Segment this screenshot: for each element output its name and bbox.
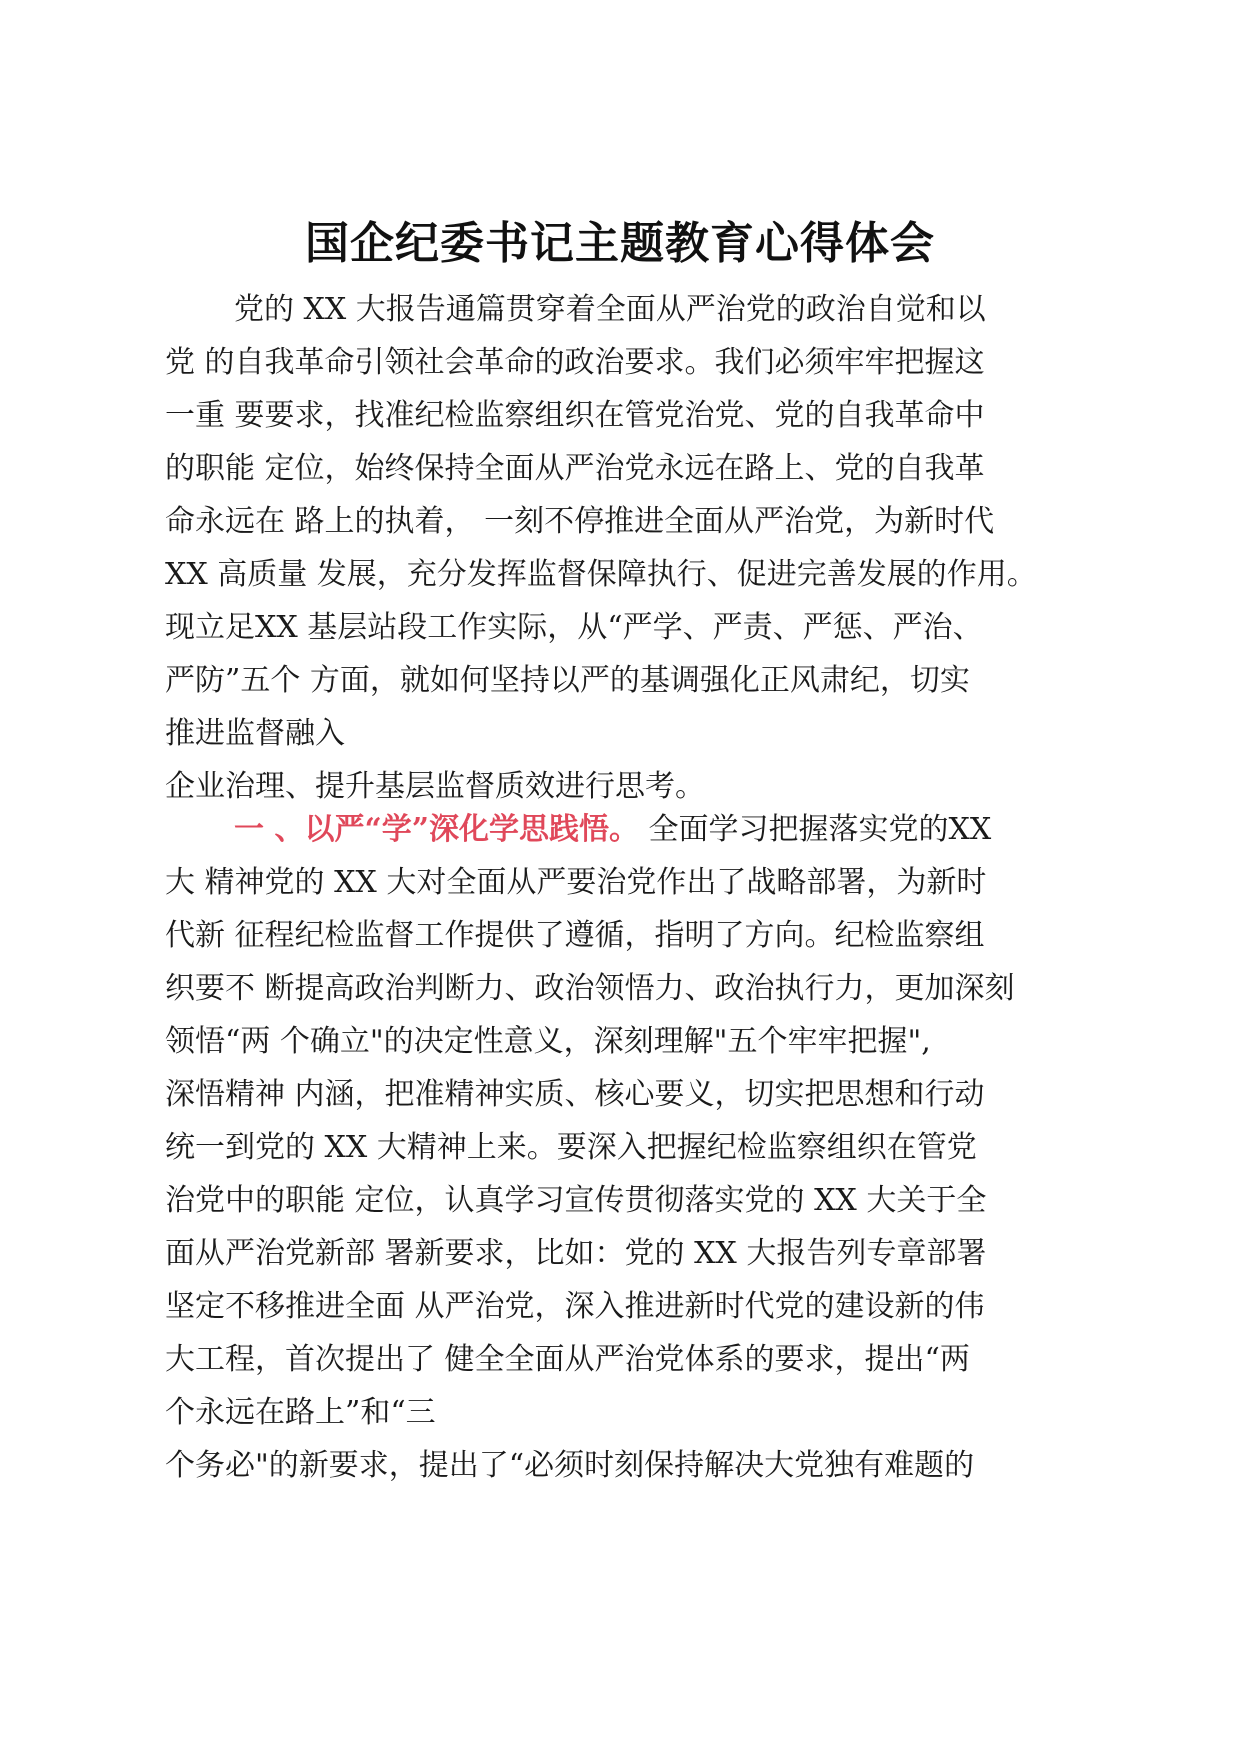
paragraph-line: 个务必"的新要求，提出了“必须时刻保持解决大党独有难题的 (165, 1448, 975, 1483)
paragraph-line: 推进监督融入 (165, 716, 345, 751)
paragraph-line: 大工程，首次提出了 健全全面从严治党体系的要求，提出“两 (165, 1342, 970, 1377)
paragraph-line: 统一到党的 XX 大精神上来。要深入把握纪检监察组织在管党 (165, 1130, 977, 1165)
intro-paragraph (165, 283, 1077, 813)
paragraph-line: 织要不 断提高政治判断力、政治领悟力、政治执行力，更加深刻 (165, 971, 1015, 1006)
paragraph-line: 面从严治党新部 署新要求，比如：党的 XX 大报告列专章部署 (165, 1236, 987, 1271)
paragraph-line: 个永远在路上”和“三 (165, 1395, 436, 1430)
paragraph-line: 大 精神党的 XX 大对全面从严要治党作出了战略部署，为新时 (165, 865, 987, 900)
section-heading: 一 、以严“学”深化学思践悟。 (234, 812, 639, 847)
paragraph-line: 严防”五个 方面，就如何坚持以严的基调强化正风肃纪，切实 (165, 663, 970, 698)
paragraph-line: 企业治理、提升基层监督质效进行思考。 (165, 769, 705, 804)
paragraph-line: 党 的自我革命引领社会革命的政治要求。我们必须牢牢把握这 (165, 345, 985, 380)
paragraph-line: 代新 征程纪检监督工作提供了遵循，指明了方向。纪检监察组 (165, 918, 985, 953)
paragraph-line: 一重 要要求，找准纪检监察组织在管党治党、党的自我革命中 (165, 398, 985, 433)
section-first-line-text: 全面学习把握落实党的XX (638, 812, 992, 847)
paragraph-line: 的职能 定位，始终保持全面从严治党永远在路上、党的自我革 (165, 451, 985, 486)
paragraph-line: 党的 XX 大报告通篇贯穿着全面从严治党的政治自觉和以 (234, 292, 986, 327)
section-one-paragraph (165, 803, 1077, 1492)
paragraph-line: 深悟精神 内涵，把准精神实质、核心要义，切实把思想和行动 (165, 1077, 985, 1112)
paragraph-line: XX 高质量 发展，充分发挥监督保障执行、促进完善发展的作用。 (165, 557, 1037, 592)
section-first-line (165, 803, 1077, 856)
paragraph-line: 现立足XX 基层站段工作实际，从“严学、严责、严惩、严治、 (165, 610, 983, 645)
document-title: 国企纪委书记主题教育心得体会 (305, 218, 935, 269)
paragraph-line: 领悟“两 个确立"的决定性意义，深刻理解"五个牢牢把握", (165, 1024, 931, 1059)
paragraph-line: 治党中的职能 定位，认真学习宣传贯彻落实党的 XX 大关于全 (165, 1183, 987, 1218)
paragraph-line: 坚定不移推进全面 从严治党，深入推进新时代党的建设新的伟 (165, 1289, 985, 1324)
paragraph-line: 命永远在 路上的执着， 一刻不停推进全面从严治党，为新时代 (165, 504, 995, 539)
